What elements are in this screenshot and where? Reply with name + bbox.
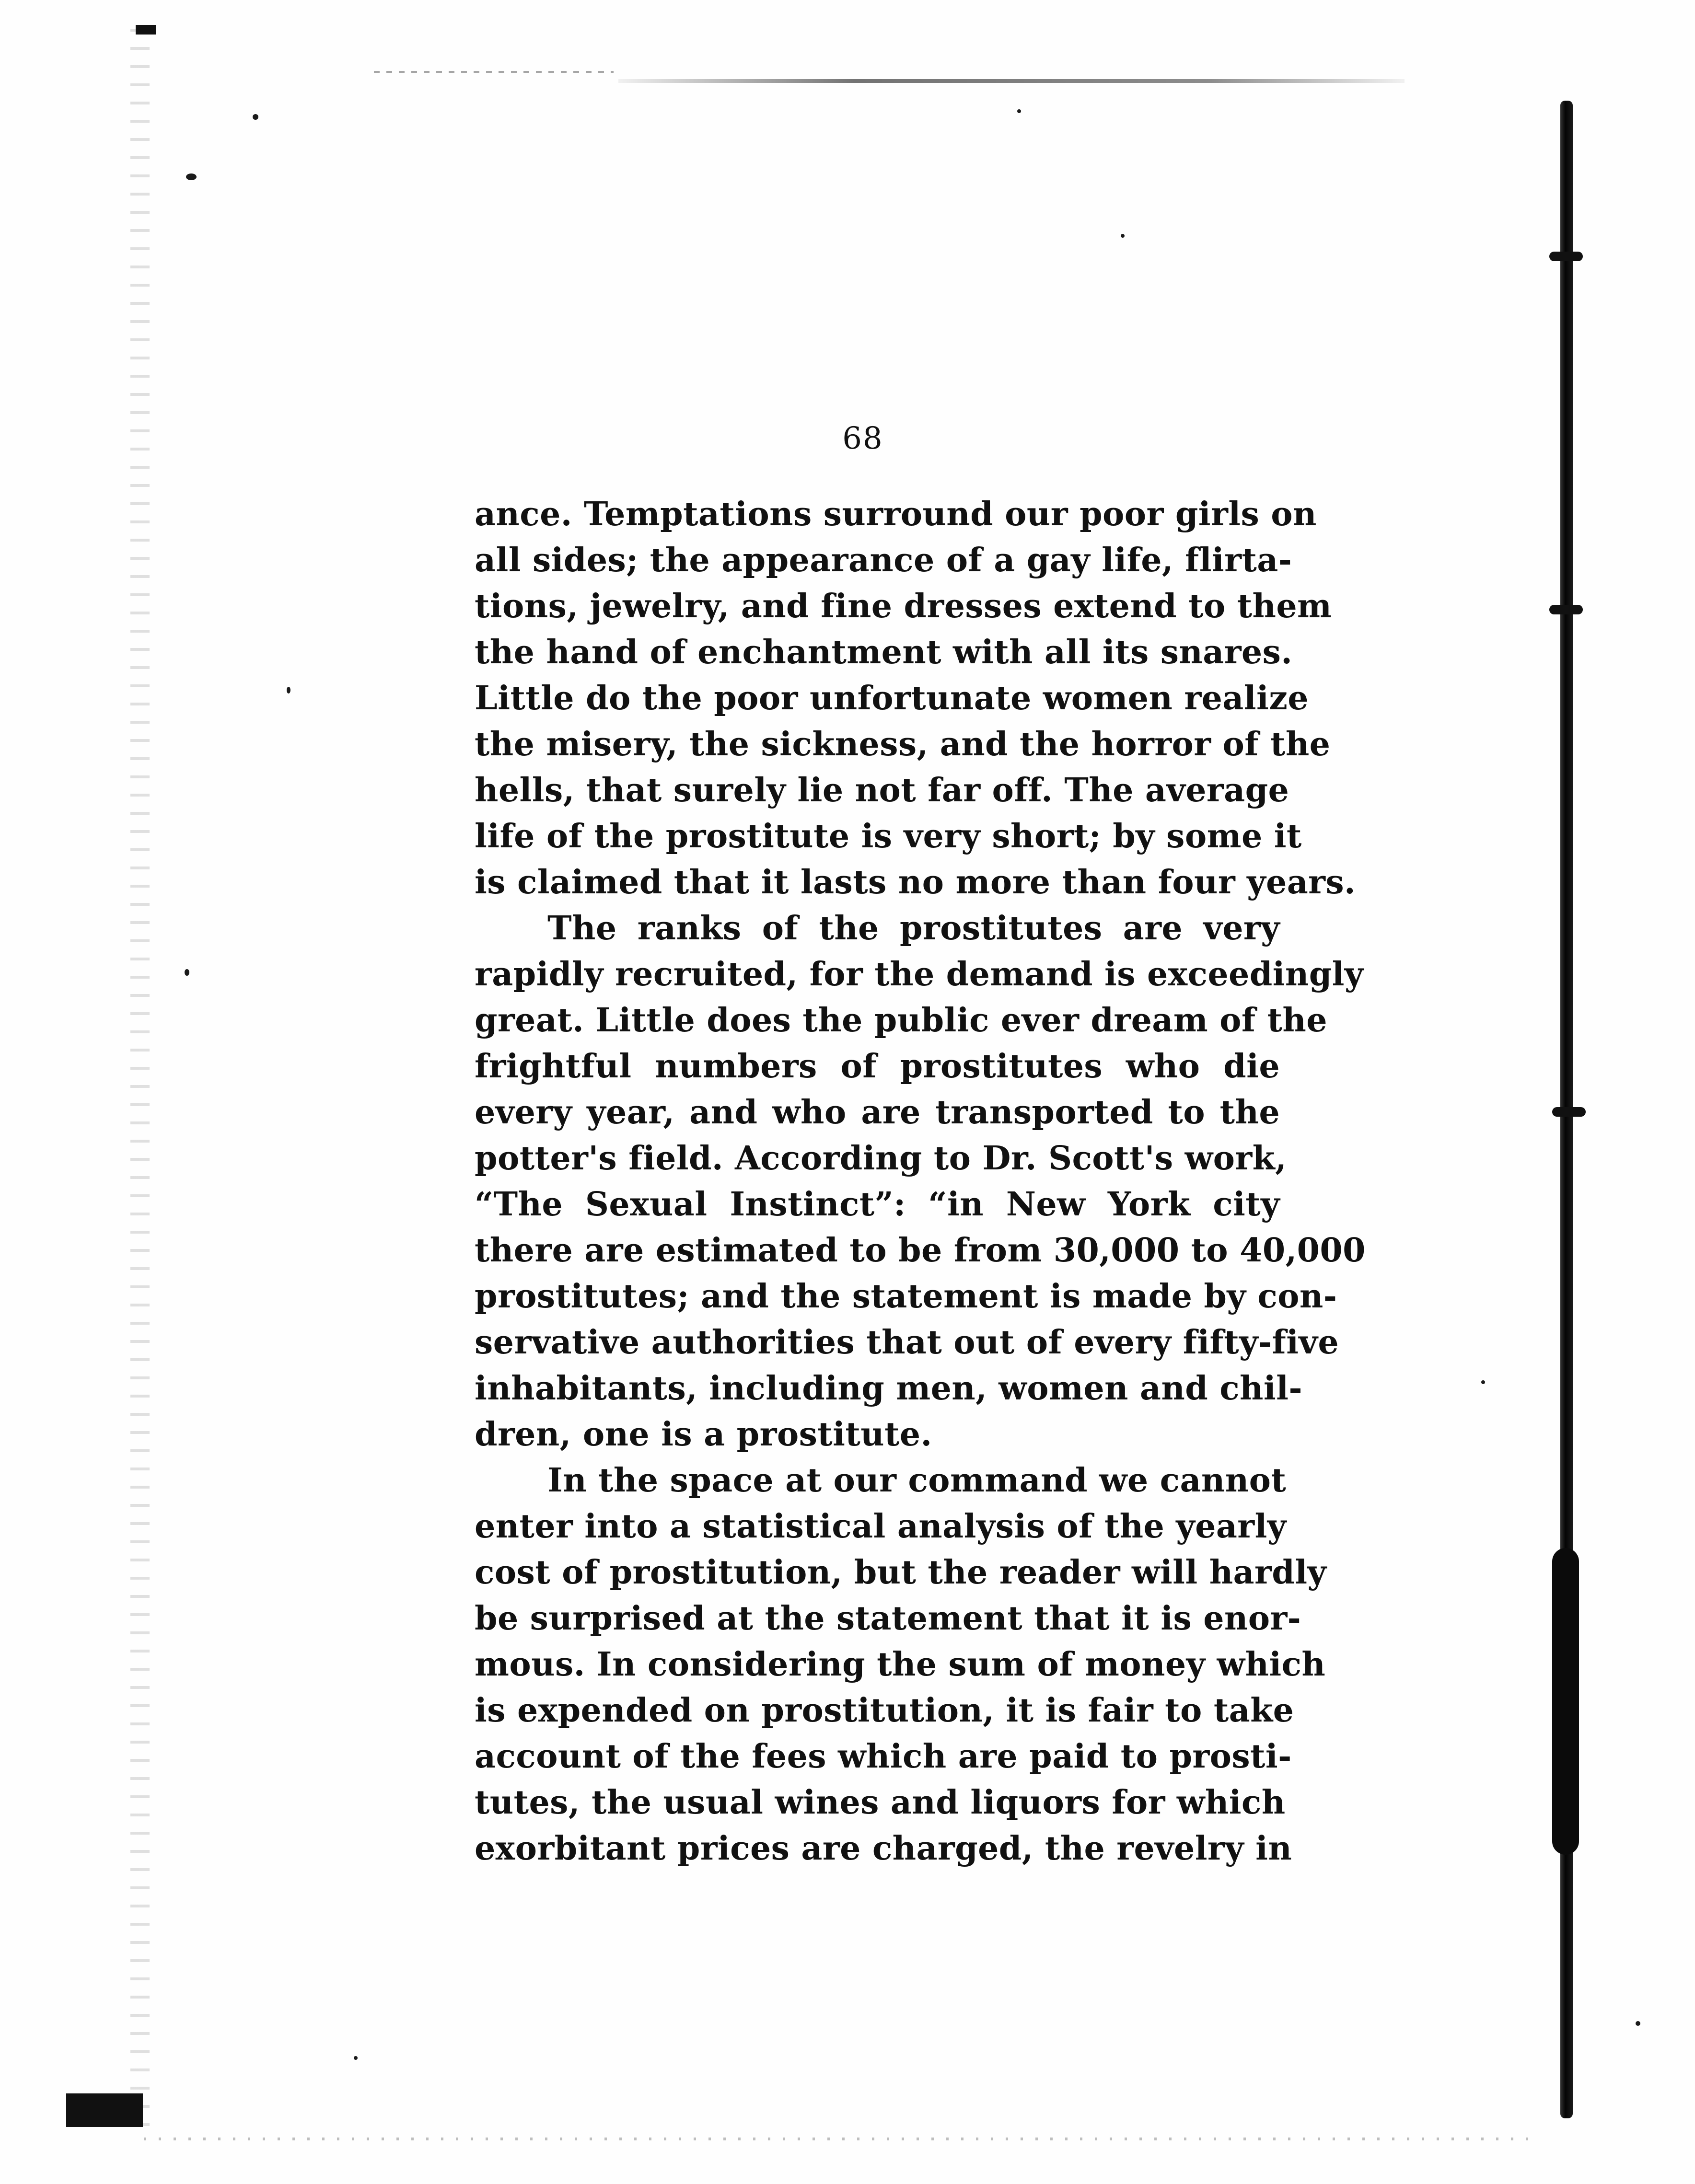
text-line: life of the prostitute is very short; by some it: [475, 817, 1302, 855]
binding-thick-section: [1552, 1548, 1579, 1855]
scan-speck: [1017, 109, 1021, 113]
binding-knob: [1552, 1107, 1586, 1117]
text-line: tutes, the usual wines and liquors for which: [475, 1783, 1286, 1822]
text-line: is expended on prostitution, it is fair to take: [475, 1691, 1294, 1730]
text-line: In the space at our command we cannot: [547, 1461, 1287, 1500]
text-line: be surprised at the statement that it is enor-: [475, 1599, 1301, 1638]
scan-speck: [1636, 2021, 1640, 2026]
text-line: Little do the poor unfortunate women realize: [475, 679, 1309, 717]
scan-speck: [185, 969, 189, 976]
text-line: enter into a statistical analysis of the yearly: [475, 1507, 1287, 1546]
text-line: potter's field. According to Dr. Scott's work,: [475, 1139, 1287, 1178]
text-line: the hand of enchantment with all its snares.: [475, 633, 1293, 671]
binding-knob: [1549, 252, 1583, 261]
text-line: ance. Temptations surround our poor girls on: [475, 495, 1317, 533]
text-line: great. Little does the public ever dream of the: [475, 1001, 1327, 1040]
text-line: mous. In considering the sum of money which: [475, 1645, 1326, 1684]
scan-speck: [287, 687, 290, 693]
text-line: servative authorities that out of every fifty-five: [475, 1323, 1339, 1362]
corner-mark-bottom: [66, 2093, 143, 2127]
text-line: inhabitants, including men, women and chil-: [475, 1369, 1302, 1408]
paragraph: [475, 905, 1366, 1457]
text-line: is claimed that it lasts no more than four years.: [475, 863, 1356, 901]
text-line: there are estimated to be from 30,000 to 40,000: [475, 1231, 1366, 1270]
text-line: rapidly recruited, for the demand is exceedingly: [475, 955, 1364, 994]
text-line: prostitutes; and the statement is made by con-: [475, 1277, 1337, 1316]
left-margin-marks: [130, 29, 150, 2138]
corner-mark-top: [136, 25, 156, 35]
text-line: exorbitant prices are charged, the revelry in: [475, 1829, 1292, 1868]
text-line: the misery, the sickness, and the horror of the: [475, 725, 1331, 763]
scan-speck: [186, 173, 197, 180]
body-text: [475, 491, 1366, 1872]
scan-speck: [354, 2056, 358, 2060]
bottom-scan-noise: [144, 2138, 1534, 2140]
top-rule: [618, 79, 1405, 83]
scan-speck: [253, 114, 258, 120]
paragraph: [475, 491, 1356, 905]
text-line: frightful numbers of prostitutes who die: [475, 1047, 1280, 1086]
text-line: The ranks of the prostitutes are very: [547, 909, 1280, 948]
text-line: “The Sexual Instinct”: “in New York city: [475, 1185, 1280, 1224]
text-line: hells, that surely lie not far off. The average: [475, 771, 1289, 809]
text-line: tions, jewelry, and fine dresses extend to them: [475, 587, 1332, 625]
scan-speck: [1481, 1380, 1485, 1384]
scan-speck: [1121, 234, 1125, 238]
binding-knob: [1549, 605, 1583, 614]
top-rule-dashes: [374, 71, 614, 73]
text-line: dren, one is a prostitute.: [475, 1415, 932, 1454]
paragraph: [475, 1457, 1327, 1872]
page-number: 68: [842, 421, 883, 456]
text-line: every year, and who are transported to the: [475, 1093, 1280, 1132]
text-line: cost of prostitution, but the reader will hardly: [475, 1553, 1327, 1592]
text-line: account of the fees which are paid to prosti-: [475, 1737, 1292, 1776]
text-line: all sides; the appearance of a gay life, flirta-: [475, 541, 1292, 579]
